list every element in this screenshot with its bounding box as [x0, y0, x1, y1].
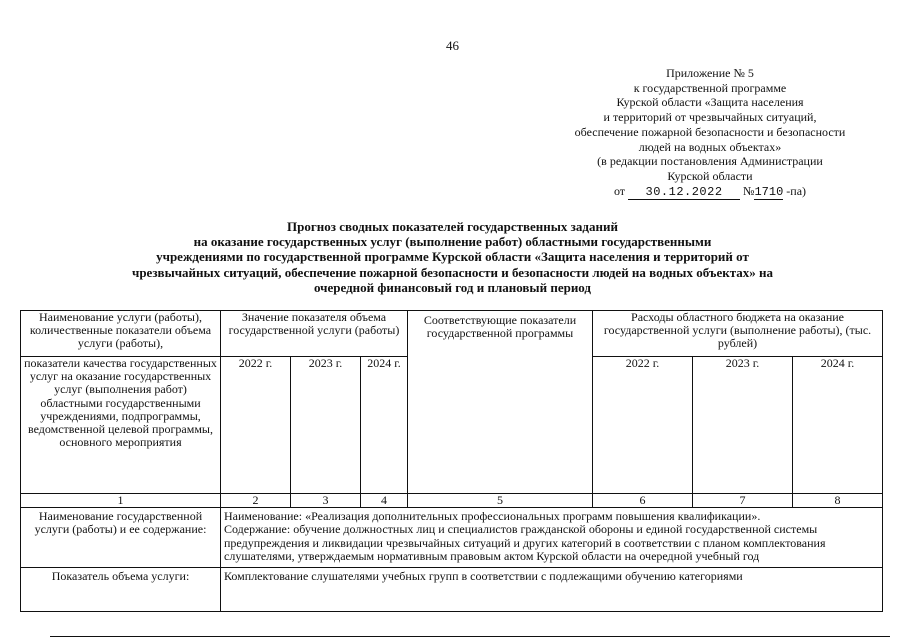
appendix-line: к государственной программе [633, 80, 787, 95]
column-number: 7 [693, 494, 793, 508]
appendix-line: и территорий от чрезвычайных ситуаций, [603, 110, 817, 125]
appendix-line: обеспечение пожарной безопасности и безопасности [574, 124, 846, 139]
column-number: 8 [793, 494, 883, 508]
document-number: 1710 [754, 184, 784, 199]
header-volume-year: 2023 г. [291, 357, 361, 494]
header-expenses-year: 2023 г. [693, 357, 793, 494]
header-service-name-top: Наименование услуги (работы), количественные показатели объема услуги (работы), [21, 311, 221, 357]
document-title [40, 219, 865, 295]
from-label: от [613, 183, 626, 198]
header-volume-year: 2024 г. [361, 357, 408, 494]
column-number: 3 [291, 494, 361, 508]
appendix-line: (в редакции постановления Администрации [597, 154, 823, 169]
column-number: 5 [408, 494, 593, 508]
header-expenses-year: 2022 г. [593, 357, 693, 494]
page-number: 46 [446, 38, 459, 53]
title-line: Прогноз сводных показателей государственных заданий [287, 219, 618, 234]
forecast-table [20, 310, 883, 612]
header-expenses-group: Расходы областного бюджета на оказание государственной услуги (выполнение работы), (тыс. рублей) [593, 311, 883, 357]
appendix-line: Приложение № 5 [666, 66, 754, 80]
header-program-indicators: Соответствующие показатели государственной программы [408, 311, 593, 494]
header-volume-year: 2022 г. [221, 357, 291, 494]
column-number: 1 [21, 494, 221, 508]
column-number: 2 [221, 494, 291, 508]
header-service-name-bottom: показатели качества государственных услуг на оказание государственных услуг (выполнения работ) областными государственными учреждениями, подпрограммы, ведомственной целевой программы, основного мероприятия [21, 357, 221, 494]
appendix-line: людей на водных объектах» [638, 139, 782, 154]
appendix-block [520, 66, 900, 199]
indicator-label: Показатель объема услуги: [21, 568, 221, 612]
column-number: 6 [593, 494, 693, 508]
service-label: Наименование государственной услуги (работы) и ее содержание: [21, 508, 221, 568]
page-bottom-rule [50, 636, 890, 637]
header-expenses-year: 2024 г. [793, 357, 883, 494]
title-line: на оказание государственных услуг (выполнение работ) областными государственными [193, 234, 712, 250]
title-line: учреждениями по государственной программе Курской области «Защита населения и территорий от [156, 249, 749, 265]
document-date: 30.12.2022 [628, 185, 740, 201]
service-content: Содержание: обучение должностных лиц и специалистов гражданской обороны и единой государственной системы предупреждения и ликвидации чрезвычайных ситуаций и других категорий в соответствии с планом комплектования слушателями, утверждаемым нормативным правовым актом Курской области на очередной учебный год [224, 522, 826, 563]
title-line: очередной финансовый год и плановый период [313, 279, 592, 295]
number-label: № [743, 183, 755, 198]
number-suffix: -па) [786, 183, 807, 198]
indicator-value: Комплектование слушателями учебных групп в соответствии с подлежащими обучению категориями [221, 568, 883, 612]
service-name: Наименование: «Реализация дополнительных профессиональных программ повышения квалификации». [224, 509, 761, 524]
appendix-line: Курской области [667, 168, 753, 183]
header-volume-group: Значение показателя объема государственной услуги (работы) [221, 311, 408, 357]
appendix-date-row [520, 184, 900, 199]
service-description [221, 508, 883, 568]
title-line: чрезвычайных ситуаций, обеспечение пожарной безопасности и безопасности людей на водных объектах» на [132, 264, 773, 280]
column-number: 4 [361, 494, 408, 508]
appendix-line: Курской области «Защита населения [616, 95, 804, 110]
